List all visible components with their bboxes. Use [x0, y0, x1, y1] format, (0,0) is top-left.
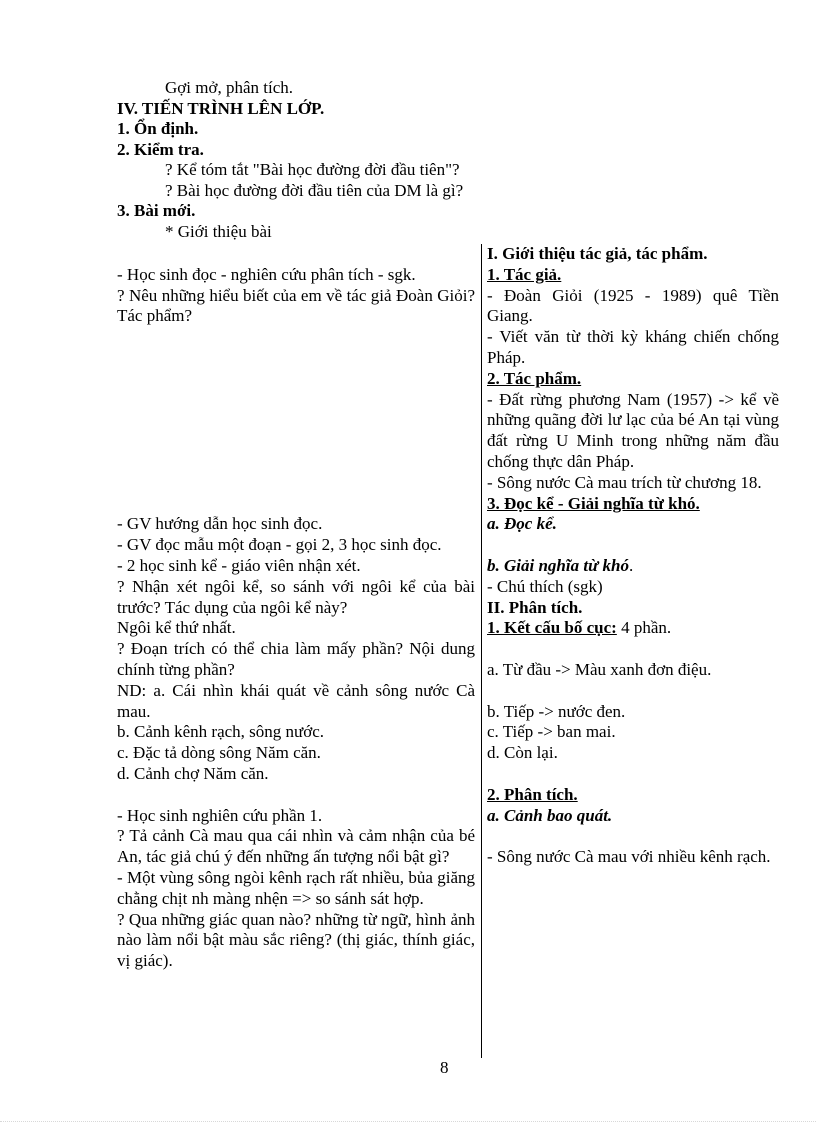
- content-text: a. Từ đầu -> Màu xanh đơn điệu.: [487, 659, 712, 679]
- content-subheading: 1. Tác giả.: [487, 264, 562, 284]
- content-text: - Đoàn Giỏi (1925 - 1989) quê Tiền Giang.: [487, 285, 779, 326]
- content-item: b. Giải nghĩa từ khó: [487, 555, 629, 575]
- activity-text: ND: a. Cái nhìn khái quát về cảnh sông nước Cà mau.: [117, 680, 475, 721]
- two-column-table: [117, 244, 779, 1058]
- activity-text: d. Cảnh chợ Năm căn.: [117, 763, 269, 783]
- content-text: c. Tiếp -> ban mai.: [487, 722, 616, 742]
- step-heading: 2. Kiểm tra.: [117, 139, 204, 159]
- content-subheading: 2. Phân tích.: [487, 784, 578, 804]
- activity-text: c. Đặc tả dòng sông Năm căn.: [117, 743, 321, 763]
- column-divider: [481, 244, 482, 1058]
- content-text: 4 phần.: [616, 618, 672, 638]
- activity-text: b. Cảnh kênh rạch, sông nước.: [117, 722, 325, 742]
- content-text: - Sông nước Cà mau với nhiều kênh rạch.: [487, 847, 771, 867]
- activity-text: - GV hướng dẫn học sinh đọc.: [117, 514, 323, 534]
- activity-text: - Học sinh đọc - nghiên cứu phân tích - sgk.: [117, 264, 416, 284]
- page-number: 8: [440, 1058, 449, 1077]
- section-heading: IV. TIẾN TRÌNH LÊN LỚP.: [117, 98, 325, 118]
- content-text: - Viết văn từ thời kỳ kháng chiến chống Pháp.: [487, 327, 779, 367]
- activity-text: - Một vùng sông ngòi kênh rạch rất nhiều, bủa giăng chằng chịt nh màng nhện => so sánh sát hợp.: [117, 867, 475, 908]
- step-heading: 3. Bài mới.: [117, 201, 196, 220]
- teacher-student-activities: [117, 244, 475, 972]
- activity-text: ? Qua những giác quan nào? những từ ngữ, hình ảnh nào làm nổi bật màu sắc riêng? (thị giác, thính giác, vị giác).: [117, 909, 475, 971]
- activity-text: Ngôi kể thứ nhất.: [117, 618, 236, 638]
- activity-text: - Học sinh nghiên cứu phần 1.: [117, 805, 323, 825]
- content-text: - Sông nước Cà mau trích từ chương 18.: [487, 472, 762, 492]
- content-subheading: 1. Kết cấu bố cục:: [487, 618, 617, 638]
- activity-text: - 2 học sinh kể - giáo viên nhận xét.: [117, 555, 361, 575]
- intro-line: * Giới thiệu bài: [165, 221, 272, 241]
- content-item: a. Đọc kể.: [487, 514, 557, 534]
- page-bottom-border: [0, 1121, 816, 1122]
- lesson-content: [487, 244, 779, 868]
- content-heading: I. Giới thiệu tác giả, tác phẩm.: [487, 244, 708, 263]
- teaching-method: Gợi mở, phân tích.: [165, 78, 293, 97]
- punctuation: .: [628, 555, 634, 575]
- activity-text: ? Tả cảnh Cà mau qua cái nhìn và cảm nhận của bé An, tác giả chú ý đến những ấn tượng nổi bật gì?: [117, 826, 475, 867]
- question: ? Bài học đường đời đầu tiên của DM là gì?: [165, 180, 464, 200]
- lesson-header: [117, 78, 757, 242]
- content-heading: II. Phân tích.: [487, 597, 583, 617]
- activity-text: - GV đọc mẫu một đoạn - gọi 2, 3 học sinh đọc.: [117, 535, 442, 555]
- content-text: - Chú thích (sgk): [487, 576, 603, 596]
- activity-text: ? Đoạn trích có thể chia làm mấy phần? Nội dung chính từng phần?: [117, 639, 475, 679]
- content-subheading: 3. Đọc kể - Giải nghĩa từ khó.: [487, 493, 700, 513]
- content-text: - Đất rừng phương Nam (1957) -> kể về những quãng đời lư lạc của bé An tại vùng đất rừng U Minh trong những năm đầu chống thực dân Pháp.: [487, 389, 779, 471]
- question: ? Kể tóm tắt "Bài học đường đời đầu tiên"?: [165, 160, 460, 179]
- activity-text: ? Nêu những hiểu biết của em về tác giả Đoàn Giỏi? Tác phẩm?: [117, 285, 475, 326]
- content-text: d. Còn lại.: [487, 743, 558, 763]
- content-item: a. Cảnh bao quát.: [487, 805, 613, 825]
- content-text: b. Tiếp -> nước đen.: [487, 701, 626, 721]
- content-subheading: 2. Tác phẩm.: [487, 368, 582, 388]
- activity-text: ? Nhận xét ngôi kể, so sánh với ngôi kể của bài trước? Tác dụng của ngôi kể này?: [117, 576, 475, 617]
- step-heading: 1. Ổn định.: [117, 119, 199, 138]
